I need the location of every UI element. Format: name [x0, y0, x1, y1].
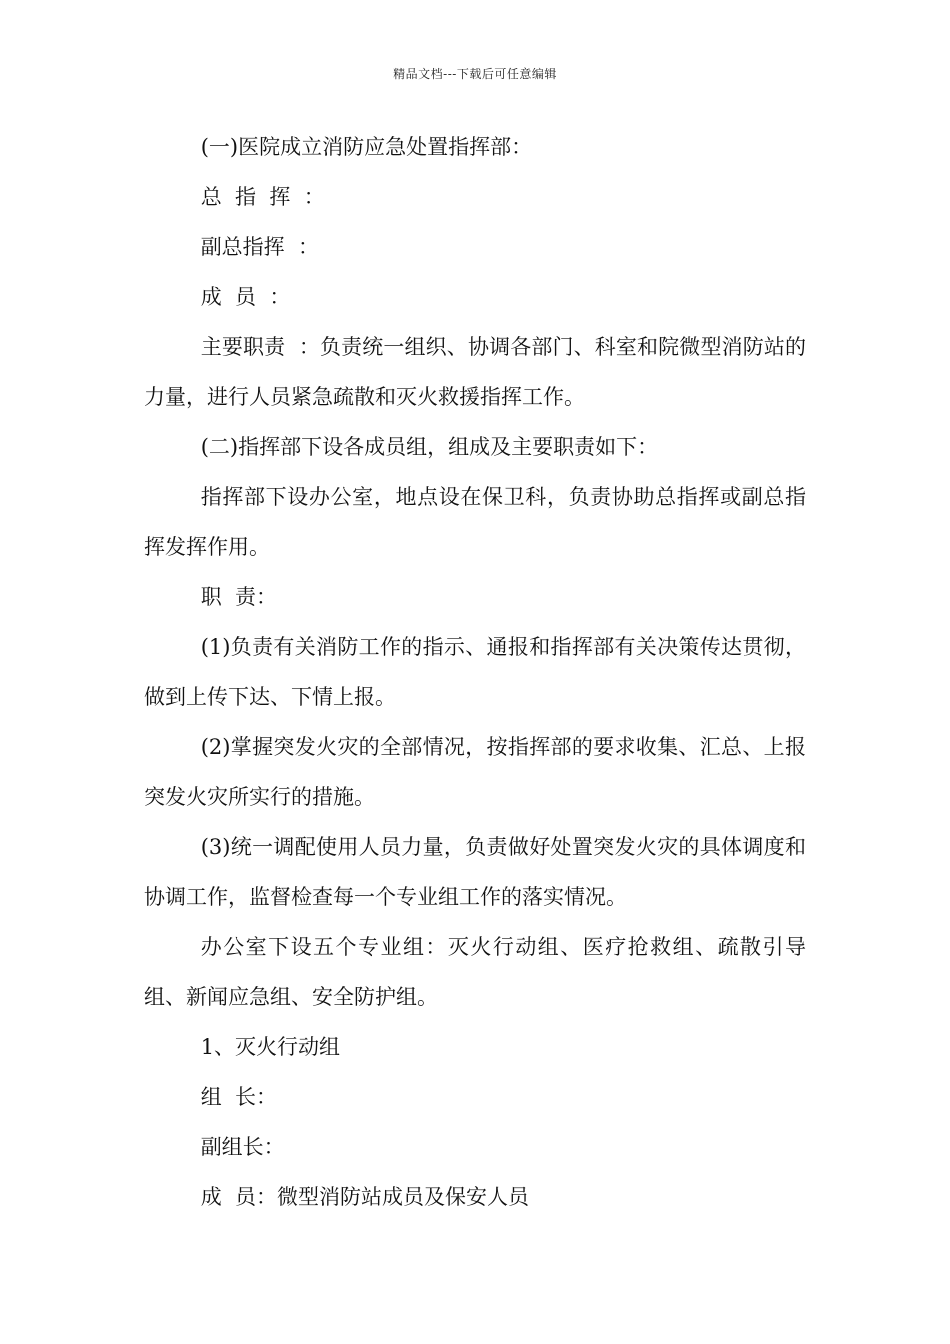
paragraph-duty-2: (2)掌握突发火灾的全部情况，按指挥部的要求收集、汇总、上报突发火灾所实行的措施。 — [144, 735, 806, 809]
paragraph-commander: 总 指 挥 ： — [200, 185, 325, 209]
paragraph-main-duties: 主要职责 ：负责统一组织、协调各部门、科室和院微型消防站的力量，进行人员紧急疏散和灭火救援指挥工作。 — [144, 335, 806, 409]
paragraph-command-center: (一)医院成立消防应急处置指挥部： — [200, 135, 533, 159]
paragraph-subgroups: (二)指挥部下设各成员组，组成及主要职责如下： — [200, 435, 659, 459]
paragraph-fire-action-group: 1、灭火行动组 — [200, 1035, 341, 1059]
paragraph-five-groups: 办公室下设五个专业组：灭火行动组、医疗抢救组、疏散引导组、新闻应急组、安全防护组。 — [144, 935, 806, 1009]
paragraph-duties-heading: 职 责： — [200, 585, 278, 609]
paragraph-members: 成 员 ： — [200, 285, 291, 309]
paragraph-office: 指挥部下设办公室，地点设在保卫科，负责协助总指挥或副总指挥发挥作用。 — [144, 485, 806, 559]
paragraph-group-leader: 组 长： — [200, 1085, 278, 1109]
paragraph-duty-1: (1)负责有关消防工作的指示、通报和指挥部有关决策传达贯彻，做到上传下达、下情上报。 — [144, 635, 806, 709]
paragraph-group-members: 成 员：微型消防站成员及保安人员 — [200, 1185, 530, 1209]
page-header: 精品文档---下载后可任意编辑 — [393, 67, 557, 81]
paragraph-deputy-commander: 副总指挥 ： — [200, 235, 320, 259]
document-body — [144, 122, 806, 1222]
paragraph-deputy-group-leader: 副组长： — [200, 1135, 285, 1159]
paragraph-duty-3: (3)统一调配使用人员力量，负责做好处置突发火灾的具体调度和协调工作，监督检查每一个专业组工作的落实情况。 — [144, 835, 806, 909]
